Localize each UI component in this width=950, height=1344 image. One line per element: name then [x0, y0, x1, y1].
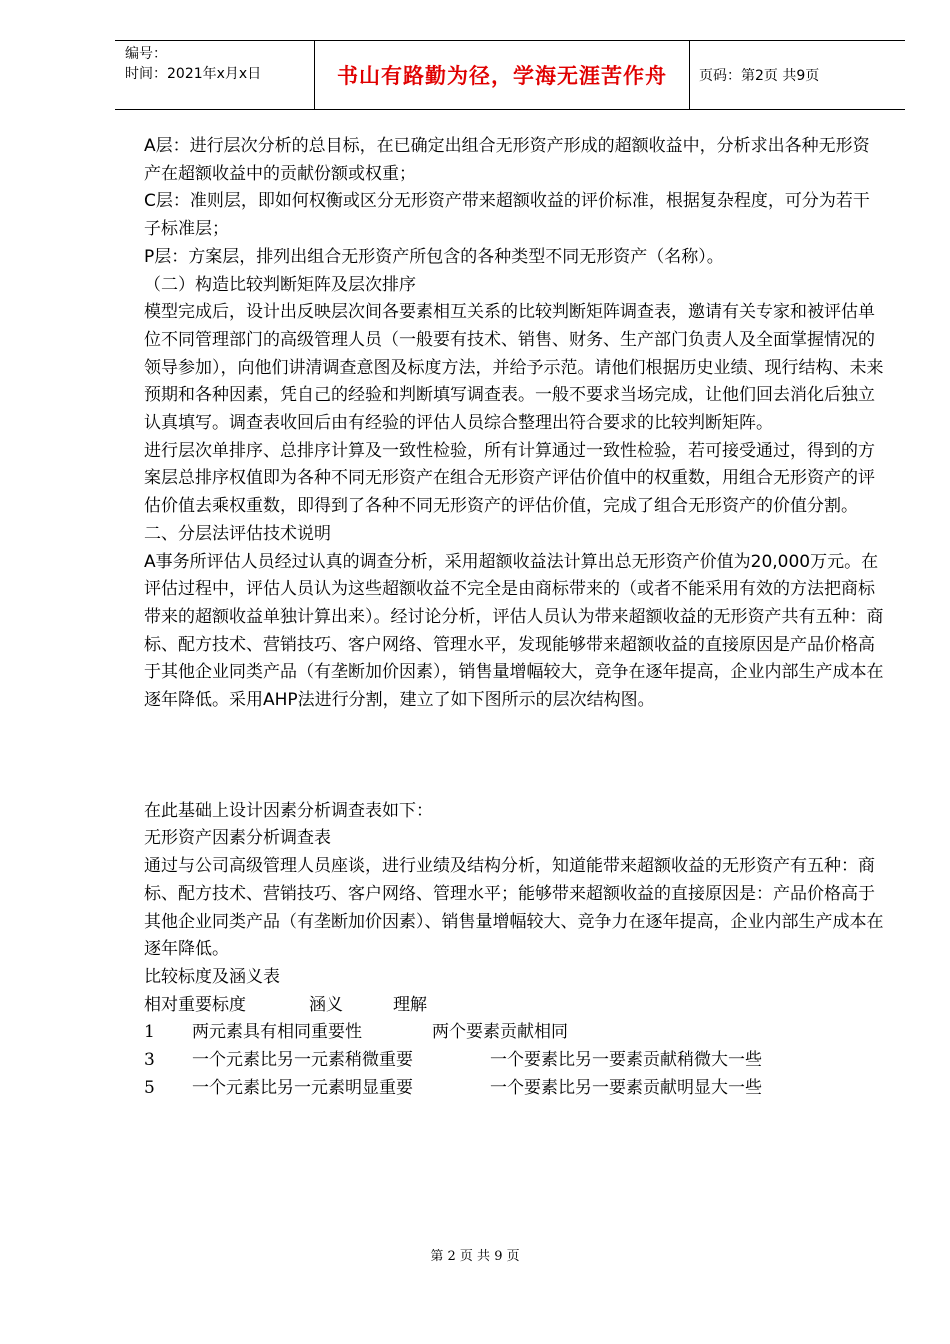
paragraph: 在此基础上设计因素分析调查表如下：: [144, 800, 433, 821]
header-cell: 相对重要标度: [144, 994, 246, 1015]
page-header: [115, 40, 905, 110]
paragraph: P层：方案层，排列出组合无形资产所包含的各种类型不同无形资产（名称）。: [144, 246, 724, 267]
meaning-cell: 一个元素比另一元素稍微重要: [192, 1050, 413, 1071]
section-heading: （二）构造比较判断矩阵及层次排序: [144, 274, 416, 295]
paragraph: 进行层次单排序、总排序计算及一致性检验，所有计算通过一致性检验，若可接受通过，得到的方案层总排序权值即为各种不同无形资产在组合无形资产评估价值中的权重数，用组合无形资产的评估价值去乘权重数，即得到了各种不同无形资产的评估价值，完成了组合无形资产的价值分割。: [144, 440, 875, 517]
understanding-cell: 两个要素贡献相同: [432, 1022, 568, 1043]
understanding-cell: 一个要素比另一要素贡献明显大一些: [490, 1077, 762, 1098]
header-motto: 书山有路勤为径，学海无涯苦作舟: [337, 64, 667, 88]
table-title: 无形资产因素分析调查表: [144, 828, 331, 849]
paragraph: A事务所评估人员经过认真的调查分析，采用超额收益法计算出总无形资产价值为20,000万元。在评估过程中，评估人员认为这些超额收益不完全是由商标带来的（或者不能采用有效的方法把商标带来的超额收益单独计算出来）。经讨论分析，评估人员认为带来超额收益的无形资产共有五种：商标、配方技术、营销技巧、客户网络、管理水平，发现能够带来超额收益的直接原因是产品价格高于其他企业同类产品（有垄断加价因素），销售量增幅较大，竞争在逐年提高，企业内部生产成本在逐年降低。采用AHP法进行分割，建立了如下图所示的层次结构图。: [144, 551, 884, 711]
scale-value: 5: [144, 1077, 155, 1098]
header-cell: 理解: [393, 994, 427, 1015]
scale-table-header: [144, 992, 884, 1020]
scale-value: 3: [144, 1050, 155, 1071]
header-divider: [689, 41, 690, 109]
number-label: 编号：: [125, 46, 167, 62]
paragraph: C层：准则层，即如何权衡或区分无形资产带来超额收益的评价标准，根据复杂程度，可分为若干子标准层；: [144, 191, 870, 240]
meaning-cell: 一个元素比另一元素明显重要: [192, 1077, 413, 1098]
header-page-label: 页码：第2页 共9页: [699, 68, 820, 84]
scale-value: 1: [144, 1022, 155, 1043]
understanding-cell: 一个要素比另一要素贡献稍微大一些: [490, 1050, 762, 1071]
header-cell: 涵义: [309, 994, 343, 1015]
section-heading: 二、分层法评估技术说明: [144, 523, 331, 544]
scale-table-row: [144, 1019, 884, 1047]
scale-table-row: [144, 1075, 884, 1103]
header-meta: [125, 44, 261, 84]
paragraph: A层：进行层次分析的总目标，在已确定出组合无形资产形成的超额收益中，分析求出各种无形资产在超额收益中的贡献份额或权重；: [144, 136, 870, 184]
paragraph: 通过与公司高级管理人员座谈，进行业绩及结构分析，知道能带来超额收益的无形资产有五种：商标、配方技术、营销技巧、客户网络、管理水平；能够带来超额收益的直接原因是：产品价格高于其他企业同类产品（有垄断加价因素）、销售量增幅较大、竞争力在逐年提高，企业内部生产成本在逐年降低。: [144, 856, 884, 960]
document-body: [144, 133, 884, 1103]
table-title: 比较标度及涵义表: [144, 966, 280, 987]
time-label: 时间：2021年x月x日: [125, 66, 262, 82]
page-footer: 第 2 页 共 9 页: [430, 1249, 520, 1264]
paragraph: 模型完成后，设计出反映层次间各要素相互关系的比较判断矩阵调查表，邀请有关专家和被评估单位不同管理部门的高级管理人员（一般要有技术、销售、财务、生产部门负责人及全面掌握情况的领导参加），向他们讲清调查意图及标度方法，并给予示范。请他们根据历史业绩、现行结构、未来预期和各种因素，凭自己的经验和判断填写调查表。一般不要求当场完成，让他们回去消化后独立认真填写。调查表收回后由有经验的评估人员综合整理出符合要求的比较判断矩阵。: [144, 302, 884, 434]
figure-placeholder: [144, 715, 884, 798]
scale-table-row: [144, 1047, 884, 1075]
meaning-cell: 两元素具有相同重要性: [192, 1022, 362, 1043]
